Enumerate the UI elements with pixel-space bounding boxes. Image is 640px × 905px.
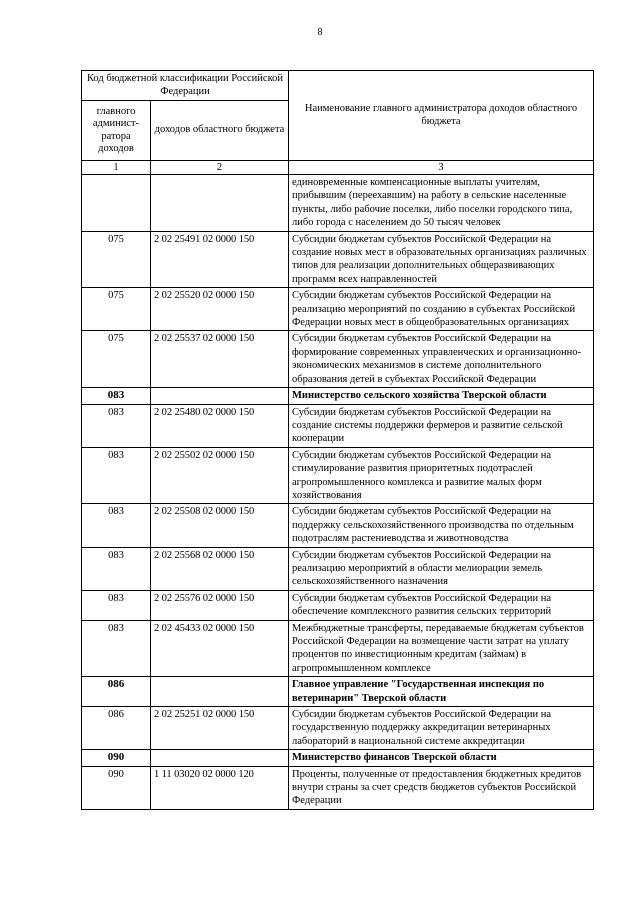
- admin-code-cell: 075: [82, 331, 151, 388]
- admin-code-cell: 083: [82, 504, 151, 547]
- income-name-cell: единовременные компенсационные выплаты учителям, прибывшим (переехавшим) на работу в сельские населенные пункты, либо рабочие поселки, либо поселки городского типа, либо города с населением до 50 тысяч человек: [289, 175, 594, 232]
- admin-code-cell: 083: [82, 447, 151, 504]
- income-code-cell: [151, 175, 289, 232]
- income-name-cell: Субсидии бюджетам субъектов Российской Федерации на создание новых мест в образовательных организациях различных типов для реализации дополнительных общеразвивающих программ всех направленностей: [289, 231, 594, 288]
- admin-code-cell: 090: [82, 766, 151, 809]
- budget-classification-table: [81, 70, 594, 810]
- admin-code-cell: 083: [82, 388, 151, 404]
- admin-code-cell: 083: [82, 404, 151, 447]
- admin-code-cell: 083: [82, 547, 151, 590]
- income-name-cell: Министерство финансов Тверской области: [289, 750, 594, 766]
- table-row: [82, 620, 594, 677]
- income-name-cell: Субсидии бюджетам субъектов Российской Федерации на стимулирование развития приоритетных подотраслей агропромышленного комплекса и развитие малых форм хозяйствования: [289, 447, 594, 504]
- table-row: [82, 231, 594, 288]
- name-column-header: Наименование главного администратора доходов областного бюджета: [289, 71, 594, 161]
- income-name-cell: Межбюджетные трансферты, передаваемые бюджетам субъектов Российской Федерации на возмещение части затрат на уплату процентов по инвестиционным кредитам (займам) в агропромышленном комплексе: [289, 620, 594, 677]
- table-row: [82, 504, 594, 547]
- admin-code-cell: 083: [82, 590, 151, 620]
- table-row: [82, 404, 594, 447]
- page-number: 8: [317, 27, 323, 38]
- income-code-cell: 1 11 03020 02 0000 120: [151, 766, 289, 809]
- income-code-cell: 2 02 25491 02 0000 150: [151, 231, 289, 288]
- income-name-cell: Субсидии бюджетам субъектов Российской Федерации на государственную поддержку аккредитации ветеринарных лабораторий в национальной системе аккредитации: [289, 707, 594, 750]
- income-code-cell: [151, 750, 289, 766]
- income-code-cell: 2 02 25537 02 0000 150: [151, 331, 289, 388]
- income-name-cell: Главное управление "Государственная инспекция по ветеринарии" Тверской области: [289, 677, 594, 707]
- table-row: [82, 707, 594, 750]
- income-code-cell: 2 02 25520 02 0000 150: [151, 288, 289, 331]
- table-row: [82, 331, 594, 388]
- income-code-cell: 2 02 25508 02 0000 150: [151, 504, 289, 547]
- table-row: [82, 590, 594, 620]
- table-row: [82, 175, 594, 232]
- column-number-1: 1: [82, 161, 151, 175]
- column-number-3: 3: [289, 161, 594, 175]
- income-name-cell: Субсидии бюджетам субъектов Российской Федерации на обеспечение комплексного развития сельских территорий: [289, 590, 594, 620]
- income-code-cell: 2 02 25576 02 0000 150: [151, 590, 289, 620]
- admin-code-cell: 086: [82, 707, 151, 750]
- table-row: [82, 447, 594, 504]
- income-name-cell: Субсидии бюджетам субъектов Российской Федерации на формирование современных управленческих и организационно-экономических механизмов в системе дополнительного образования детей в субъектах Российской Федерации: [289, 331, 594, 388]
- income-code-cell: 2 02 25502 02 0000 150: [151, 447, 289, 504]
- income-name-cell: Проценты, полученные от предоставления бюджетных кредитов внутри страны за счет средств бюджетов субъектов Российской Федерации: [289, 766, 594, 809]
- income-code-cell: 2 02 45433 02 0000 150: [151, 620, 289, 677]
- table-body: [82, 175, 594, 810]
- income-name-cell: Субсидии бюджетам субъектов Российской Федерации на реализацию мероприятий в области мелиорации земель сельскохозяйственного назначения: [289, 547, 594, 590]
- income-code-header: доходов областного бюджета: [151, 101, 289, 161]
- table-row: [82, 547, 594, 590]
- income-name-cell: Министерство сельского хозяйства Тверской области: [289, 388, 594, 404]
- main-admin-header: главного админист-ратора доходов: [82, 101, 151, 161]
- table-row: [82, 766, 594, 809]
- admin-code-cell: 075: [82, 231, 151, 288]
- admin-code-cell: 075: [82, 288, 151, 331]
- admin-code-cell: 090: [82, 750, 151, 766]
- income-name-cell: Субсидии бюджетам субъектов Российской Федерации на поддержку сельскохозяйственного производства по отдельным подотраслям растениеводства и животноводства: [289, 504, 594, 547]
- section-header-row: [82, 750, 594, 766]
- kbk-header: Код бюджетной классификации Российской Федерации: [82, 71, 289, 101]
- income-code-cell: [151, 677, 289, 707]
- admin-code-cell: 086: [82, 677, 151, 707]
- income-name-cell: Субсидии бюджетам субъектов Российской Федерации на реализацию мероприятий по созданию в субъектах Российской Федерации новых мест в общеобразовательных организациях: [289, 288, 594, 331]
- income-code-cell: 2 02 25568 02 0000 150: [151, 547, 289, 590]
- income-name-cell: Субсидии бюджетам субъектов Российской Федерации на создание системы поддержки фермеров и развитие сельской кооперации: [289, 404, 594, 447]
- income-code-cell: 2 02 25480 02 0000 150: [151, 404, 289, 447]
- table-row: [82, 288, 594, 331]
- admin-code-cell: [82, 175, 151, 232]
- section-header-row: [82, 388, 594, 404]
- column-number-2: 2: [151, 161, 289, 175]
- section-header-row: [82, 677, 594, 707]
- income-code-cell: [151, 388, 289, 404]
- admin-code-cell: 083: [82, 620, 151, 677]
- income-code-cell: 2 02 25251 02 0000 150: [151, 707, 289, 750]
